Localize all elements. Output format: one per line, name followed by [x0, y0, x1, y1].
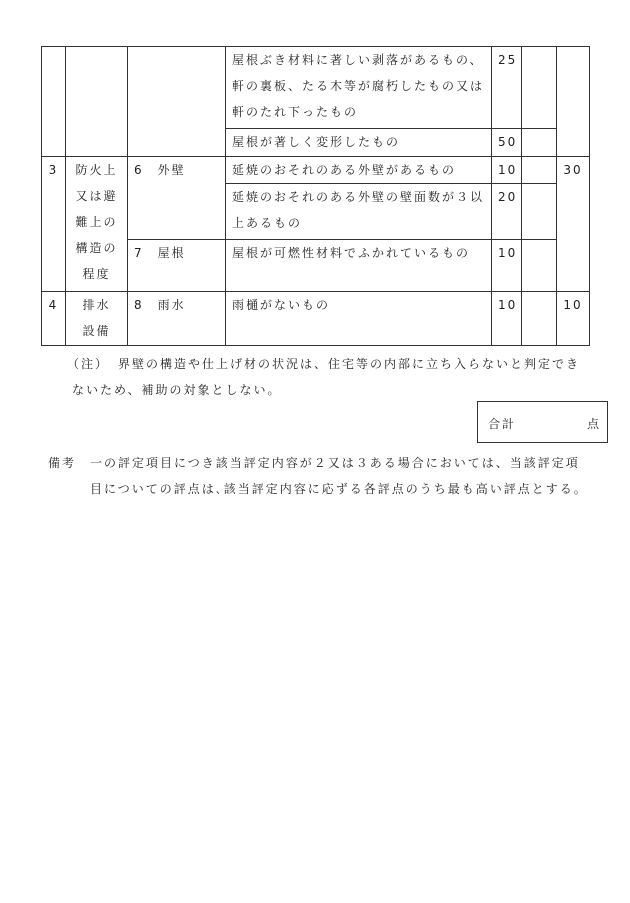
remarks-label: 備考 [48, 456, 77, 470]
remarks-text: 目についての評点は､該当評定内容に応ずる各評点のうち最も高い評点とする。 [90, 482, 588, 496]
check-cell [522, 157, 557, 184]
max-points-cell: 30 [557, 157, 590, 292]
content-cell: 屋根ぶき材料に著しい剥落があるもの、軒の裏板、たる木等が腐朽したもの又は軒のたれ下ったもの [226, 47, 492, 129]
table-row [42, 292, 590, 346]
content-cell: 屋根が可燃性材料でふかれているもの [226, 240, 492, 292]
item-cell: 7 屋根 [128, 240, 226, 292]
note-text: 界壁の構造や仕上げ材の状況は、住宅等の内部に立ち入らないと判定でき [118, 357, 581, 371]
max-points-cell [557, 47, 590, 157]
points-cell: 10 [492, 157, 522, 184]
check-cell [522, 184, 557, 240]
max-points-cell: 10 [557, 292, 590, 346]
content-cell: 雨樋がないもの [226, 292, 492, 346]
item-cell: 6 外壁 [128, 157, 226, 240]
category-cell: 防火上又は避難上の構造の程度 [66, 157, 128, 292]
item-cell: 8 雨水 [128, 292, 226, 346]
remarks-text: 一の評定項目につき該当評定内容が２又は３ある場合においては、当該評定項 [90, 456, 580, 470]
total-unit: 点 [586, 417, 601, 431]
total-label: 合計 [488, 417, 517, 431]
table-row [42, 47, 590, 129]
note-text: ないため、補助の対象としない。 [72, 383, 282, 397]
check-cell [522, 47, 557, 129]
number-cell: 4 [42, 292, 66, 346]
note-label: （注） [67, 357, 110, 371]
item-cell [128, 47, 226, 157]
check-cell [522, 240, 557, 292]
content-cell: 屋根が著しく変形したもの [226, 129, 492, 157]
points-cell: 10 [492, 240, 522, 292]
content-cell: 延焼のおそれのある外壁があるもの [226, 157, 492, 184]
points-cell: 10 [492, 292, 522, 346]
number-cell: 3 [42, 157, 66, 292]
points-cell: 25 [492, 47, 522, 129]
number-cell [42, 47, 66, 157]
points-cell: 50 [492, 129, 522, 157]
check-cell [522, 129, 557, 157]
check-cell [522, 292, 557, 346]
evaluation-table [41, 46, 590, 346]
category-cell: 排水設備 [66, 292, 128, 346]
points-cell: 20 [492, 184, 522, 240]
total-box [477, 401, 608, 443]
category-cell [66, 47, 128, 157]
content-cell: 延焼のおそれのある外壁の壁面数が３以上あるもの [226, 184, 492, 240]
table-row [42, 157, 590, 184]
